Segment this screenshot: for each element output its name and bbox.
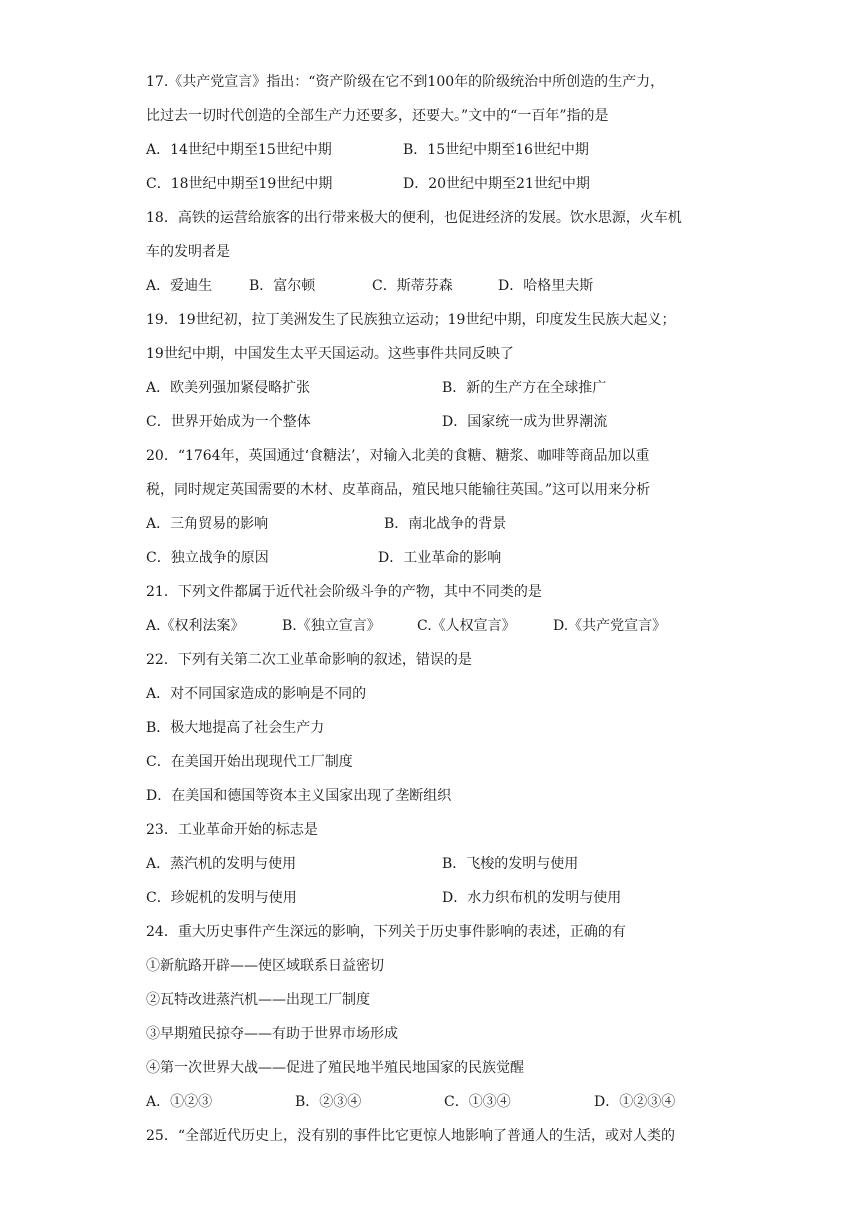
- q17-option-c: C．18世纪中期至19世纪中期: [146, 176, 333, 192]
- q22-option-b: B．极大地提高了社会生产力: [146, 720, 325, 736]
- q18-option-b: B．富尔顿: [249, 278, 316, 294]
- q19-option-c: C．世界开始成为一个整体: [146, 414, 311, 430]
- q23-option-a: A．蒸汽机的发明与使用: [146, 856, 297, 872]
- q24-item-2: ②瓦特改进蒸汽机——出现工厂制度: [146, 992, 370, 1008]
- q20-option-d: D．工业革命的影响: [378, 550, 502, 566]
- q24-item-1: ①新航路开辟——使区域联系日益密切: [146, 958, 384, 974]
- q18-stem-line2: 车的发明者是: [146, 244, 230, 260]
- q24-option-d: D．①②③④: [594, 1094, 676, 1110]
- q21-option-a: A.《权利法案》: [146, 618, 245, 634]
- q23-option-c: C．珍妮机的发明与使用: [146, 890, 297, 906]
- q24-stem: 24．重大历史事件产生深远的影响，下列关于历史事件影响的表述，正确的有: [146, 924, 626, 940]
- q18-option-c: C．斯蒂芬森: [372, 278, 453, 294]
- q22-option-a: A．对不同国家造成的影响是不同的: [146, 686, 367, 702]
- q21-stem: 21．下列文件都属于近代社会阶级斗争的产物，其中不同类的是: [146, 584, 542, 600]
- q19-stem-line2: 19世纪中期，中国发生太平天国运动。这些事件共同反映了: [146, 346, 514, 362]
- q25-stem-line1: 25．“全部近代历史上，没有别的事件比它更惊人地影响了普通人的生活，或对人类的: [146, 1128, 675, 1144]
- q24-item-3: ③早期殖民掠夺——有助于世界市场形成: [146, 1026, 398, 1042]
- q18-stem-line1: 18．高铁的运营给旅客的出行带来极大的便利，也促进经济的发展。饮水思源，火车机: [146, 210, 682, 226]
- q19-option-a: A．欧美列强加紧侵略扩张: [146, 380, 311, 396]
- q18-option-a: A．爱迪生: [146, 278, 213, 294]
- q20-option-a: A．三角贸易的影响: [146, 516, 269, 532]
- q24-option-b: B．②③④: [295, 1094, 362, 1110]
- q21-option-c: C.《人权宣言》: [417, 618, 516, 634]
- q20-stem-line2: 税，同时规定英国需要的木材、皮革商品，殖民地只能输往英国。”这可以用来分析: [146, 482, 651, 498]
- q21-option-d: D.《共产党宣言》: [553, 618, 667, 634]
- q19-stem-line1: 19．19世纪初，拉丁美洲发生了民族独立运动；19世纪中期，印度发生民族大起义；: [146, 312, 676, 328]
- q21-option-b: B.《独立宣言》: [282, 618, 381, 634]
- q23-stem: 23．工业革命开始的标志是: [146, 822, 318, 838]
- q17-stem-line2: 比过去一切时代创造的全部生产力还要多，还要大。”文中的“一百年”指的是: [146, 108, 609, 124]
- q17-option-d: D．20世纪中期至21世纪中期: [403, 176, 590, 192]
- q17-option-b: B．15世纪中期至16世纪中期: [403, 142, 589, 158]
- q22-option-c: C．在美国开始出现现代工厂制度: [146, 754, 353, 770]
- q24-item-4: ④第一次世界大战——促进了殖民地半殖民地国家的民族觉醒: [146, 1060, 524, 1076]
- q17-stem-line1: 17.《共产党宣言》指出：“资产阶级在它不到100年的阶级统治中所创造的生产力，: [146, 74, 665, 90]
- q20-option-b: B．南北战争的背景: [384, 516, 507, 532]
- q19-option-b: B．新的生产方在全球推广: [442, 380, 607, 396]
- q17-option-a: A．14世纪中期至15世纪中期: [146, 142, 332, 158]
- q24-option-a: A．①②③: [146, 1094, 213, 1110]
- q23-option-b: B．飞梭的发明与使用: [442, 856, 579, 872]
- q24-option-c: C．①③④: [444, 1094, 511, 1110]
- q19-option-d: D．国家统一成为世界潮流: [442, 414, 608, 430]
- q22-stem: 22．下列有关第二次工业革命影响的叙述，错误的是: [146, 652, 472, 668]
- q22-option-d: D．在美国和德国等资本主义国家出现了垄断组织: [146, 788, 452, 804]
- q20-stem-line1: 20．“1764年，英国通过‘食糖法’，对输入北美的食糖、糖浆、咖啡等商品加以重: [146, 448, 650, 464]
- q20-option-c: C．独立战争的原因: [146, 550, 269, 566]
- q18-option-d: D．哈格里夫斯: [498, 278, 594, 294]
- q23-option-d: D．水力织布机的发明与使用: [442, 890, 622, 906]
